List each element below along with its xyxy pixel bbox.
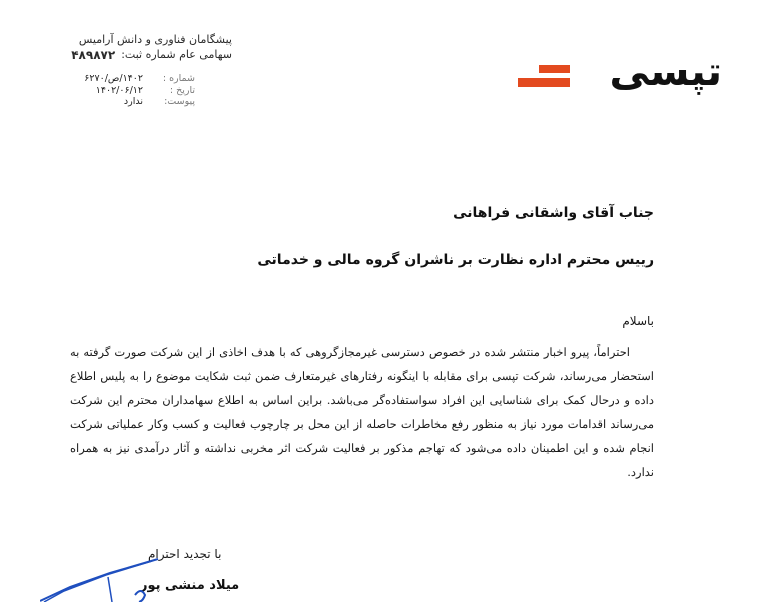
signer-name: میلاد منشی پور xyxy=(140,578,240,593)
greeting: باسلام xyxy=(622,314,654,328)
meta-number xyxy=(75,73,195,85)
recipient-title: رییس محترم اداره نظارت بر ناشران گروه مالی و خدماتی xyxy=(257,252,654,268)
tapsi-logo xyxy=(516,50,721,98)
logo-wordmark: تپسی xyxy=(609,49,722,95)
registration-label: سهامی عام شماره ثبت: xyxy=(121,48,232,61)
closing: با تجدید احترام xyxy=(148,547,222,561)
meta-label: تاریخ : xyxy=(169,84,195,96)
meta-date xyxy=(75,85,195,97)
meta-label: پیوست: xyxy=(164,96,195,107)
meta-value: ۱۴۰۲/۰۶/۱۲ xyxy=(95,84,143,96)
letter-body: احتراماً، پیرو اخبار منتشر شده در خصوص دسترسی غیرمجازگروهی که با هدف اخاذی از این شرکت صورت گرفته به استحضار می‌رساند، شرکت تپسی برای مقابله با اینگونه رفتارهای غیرمتعارف ضمن ثبت شکایت موضوع را به پلیس اطلاع داده و درحال کمک برای شناسایی این افراد سواستفاده‌گر می‌باشد. براین اساس به اطلاع سهامداران محترم این شرکت می‌رساند اقدامات مورد نیاز به منظور رفع مخاطرات حاصله از این محل بر چارچوب فعالیت و کسب وکار عملیاتی شرکت انجام شده و این اطمینان داده می‌شود که تهاجم مذکور بر فعالیت شرکت اثر مخربی نداشته و آثار درآمدی نیز به همراه ندارد. xyxy=(70,345,654,479)
addressee: جناب آقای واشقانی فراهانی xyxy=(453,205,654,221)
registration-number: ۴۸۹۸۷۲ xyxy=(71,48,116,62)
logo-bar-icon xyxy=(539,65,570,73)
company-name: پیشگامان فناوری و دانش آرامیس xyxy=(78,33,232,46)
registration-line xyxy=(52,47,232,63)
meta-label: شماره : xyxy=(162,73,195,84)
letter-meta xyxy=(75,73,195,108)
logo-bar-icon xyxy=(518,78,570,87)
meta-value: ندارد xyxy=(123,96,143,107)
company-info xyxy=(52,33,232,63)
meta-attachment xyxy=(75,96,195,108)
meta-value: ۱۴۰۲/ص/۶۲۷۰ xyxy=(84,73,143,84)
